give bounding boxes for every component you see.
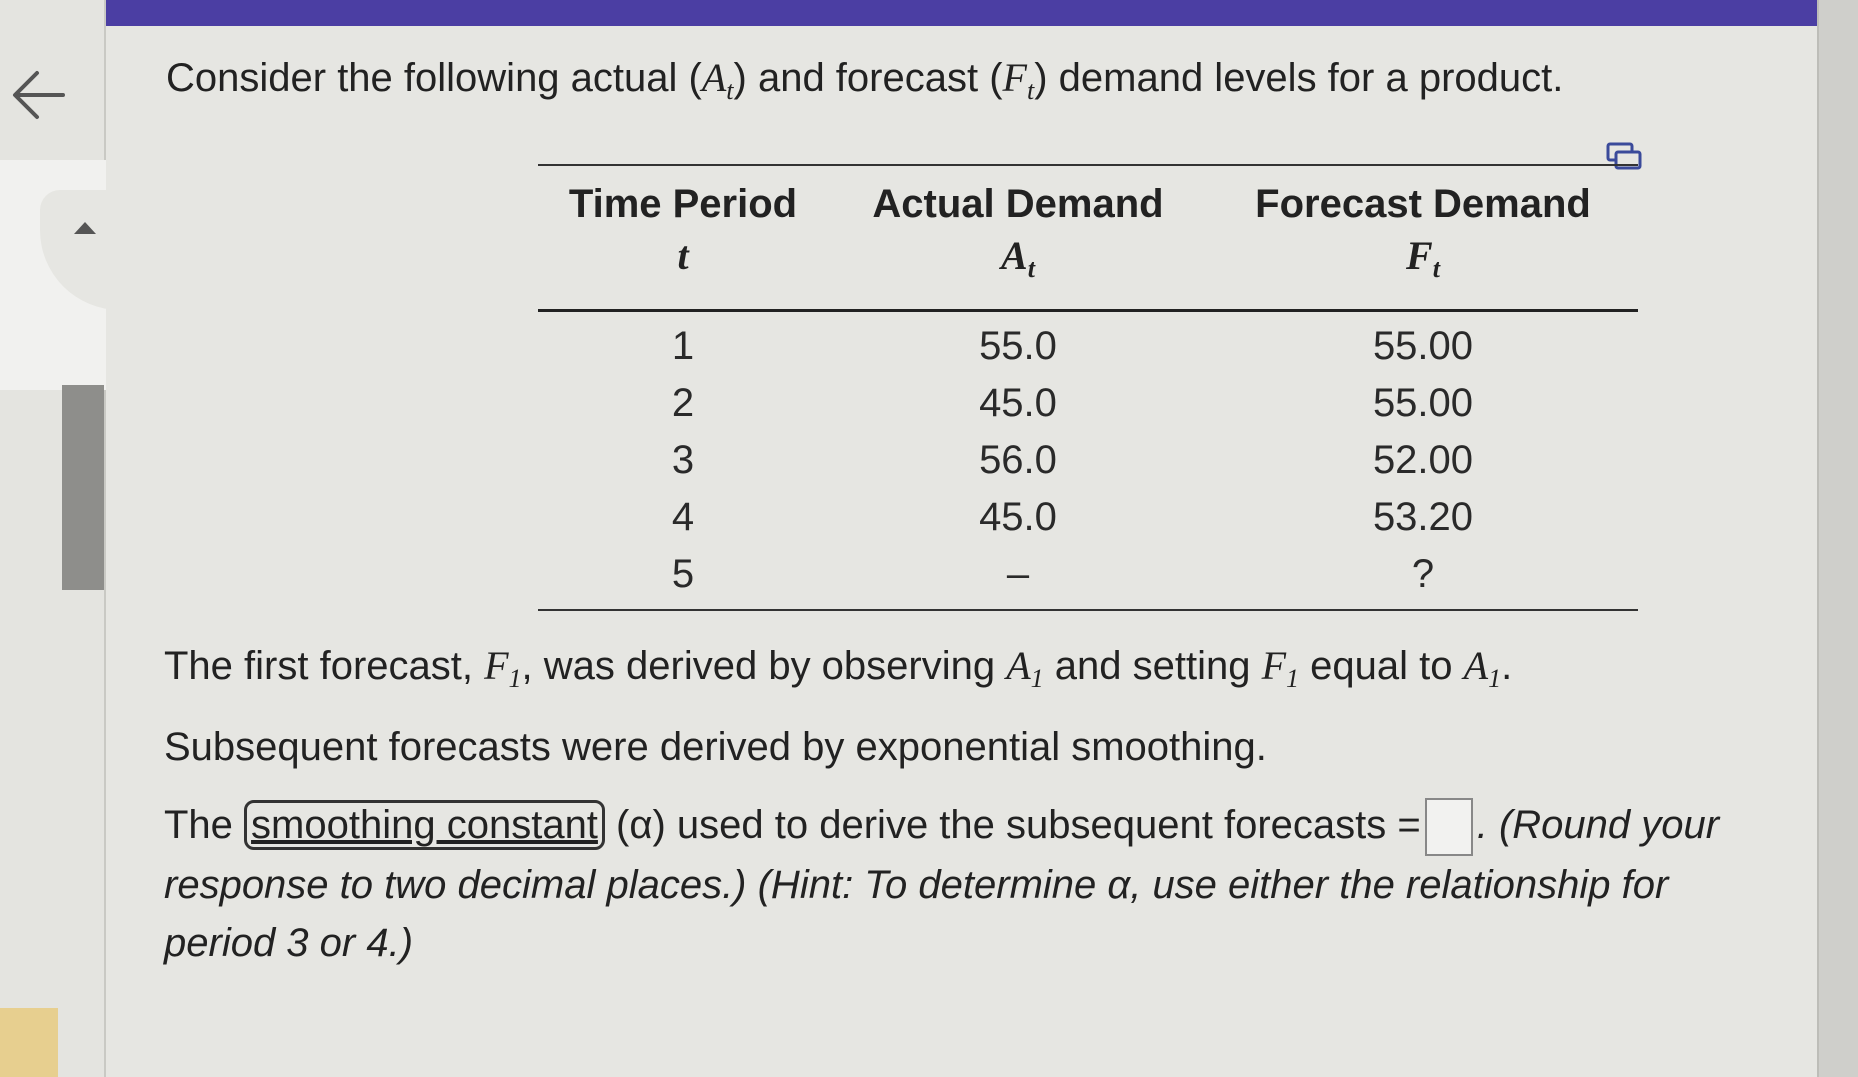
header-time-period: Time Period t — [568, 182, 798, 278]
alpha-answer-input[interactable] — [1425, 798, 1473, 856]
question-text: Consider the following actual $(A_t)$ and forecast $(F_t)$ demand levels for a product. — [166, 55, 1564, 105]
table-row: 5 – ? — [671, 551, 1435, 596]
yellow-block — [0, 1008, 58, 1077]
table-row: 4 45.0 53.20 — [671, 494, 1474, 539]
header-forecast-demand: Forecast Demand $F_t$ — [1255, 182, 1591, 283]
table-body — [538, 312, 1638, 609]
right-edge — [1817, 0, 1858, 1077]
smoothing-constant-link[interactable]: smoothing constant — [244, 800, 605, 850]
demand-table — [538, 164, 1638, 611]
table-row: 3 56.0 52.00 — [671, 437, 1474, 482]
header-actual-demand: Actual Demand $A_t$ — [872, 182, 1164, 283]
table-row: 2 45.0 55.00 — [671, 380, 1474, 425]
explanation-paragraph: The first forecast, $F_1$, was derived by observing $A_1$ and setting $F_1$ equal to $A_1$. Subsequent forecasts were derived by exponential smoothing. — [164, 643, 1513, 769]
back-button[interactable] — [4, 60, 74, 130]
table-bottom-rule — [538, 609, 1638, 611]
scroll-up-icon[interactable] — [74, 222, 96, 234]
question-content — [106, 26, 1817, 1077]
table-row: 1 55.0 55.00 — [671, 323, 1474, 368]
table-header — [538, 166, 1638, 309]
top-bar — [0, 0, 1817, 26]
back-arrow-icon — [7, 63, 71, 127]
scrollbar-thumb[interactable] — [62, 385, 104, 590]
answer-paragraph: The smoothing constant (α) used to derive the subsequent forecasts = . (Round your response to two decimal places.) (Hint: To determine α, use either the relationship for period 3 or 4.) — [164, 796, 1724, 972]
